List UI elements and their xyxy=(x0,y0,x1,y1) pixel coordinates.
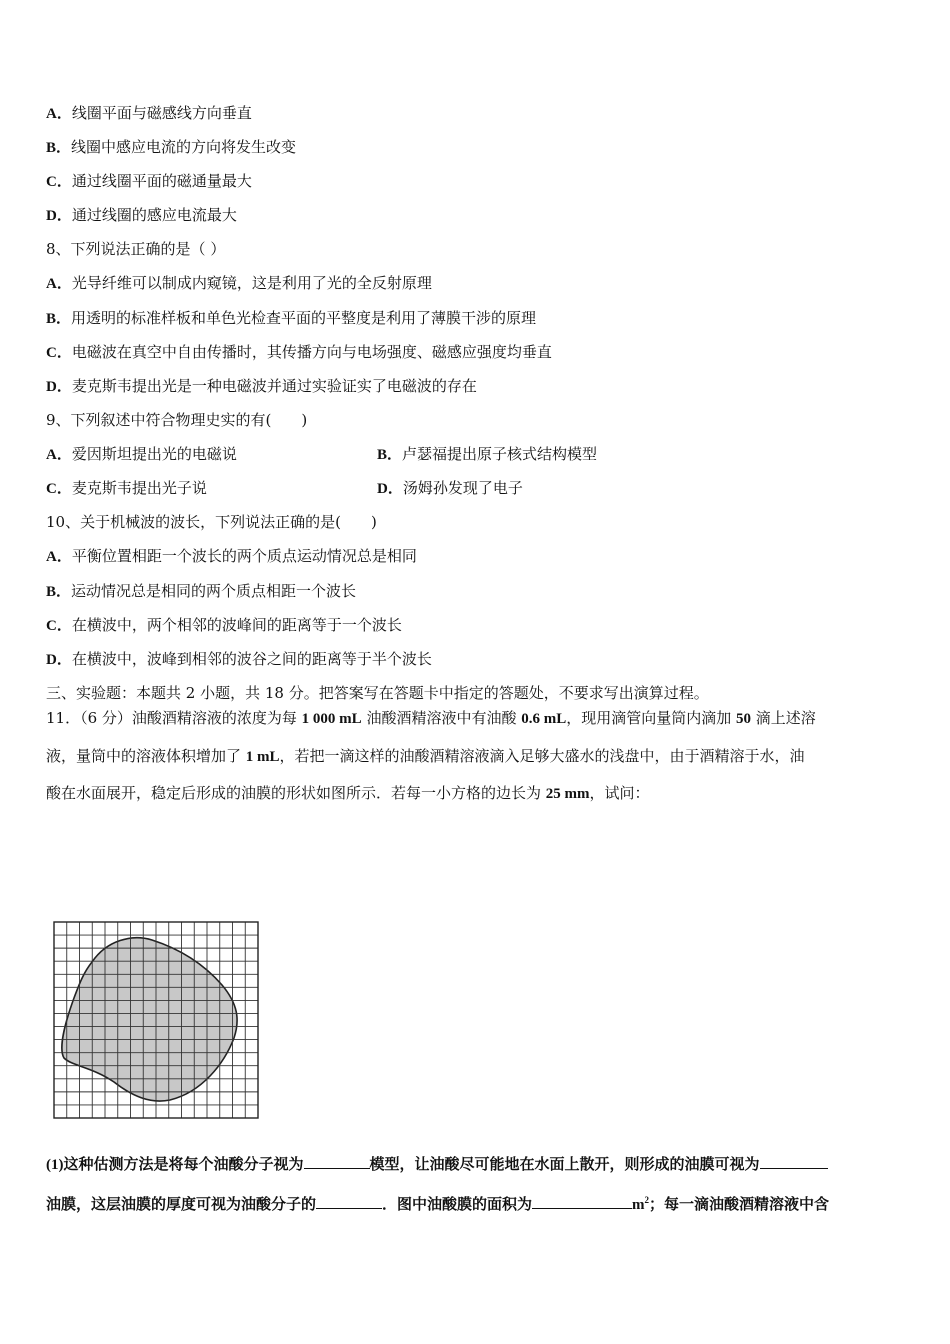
q10-option-a: A．平衡位置相距一个波长的两个质点运动情况总是相同 xyxy=(46,547,417,565)
q9-option-d: D．汤姆孙发现了电子 xyxy=(377,479,523,497)
q7-option-d: D．通过线圈的感应电流最大 xyxy=(46,206,237,224)
q10-option-b: B．运动情况总是相同的两个质点相距一个波长 xyxy=(46,582,357,600)
q11-line-2: 液，量筒中的溶液体积增加了 1 mL，若把一滴这样的油酸酒精溶液滴入足够大盛水的浅盘中，由于酒精溶于水，油 xyxy=(46,747,805,765)
q9-option-a: A．爱因斯坦提出光的电磁说 xyxy=(46,445,237,463)
answer-blank-3[interactable] xyxy=(316,1193,382,1209)
q8-option-c: C．电磁波在真空中自由传播时，其传播方向与电场强度、磁感应强度均垂直 xyxy=(46,343,552,361)
q7-option-a: A．线圈平面与磁感线方向垂直 xyxy=(46,104,252,122)
q11-line-3: 酸在水面展开，稳定后形成的油膜的形状如图所示．若每一小方格的边长为 25 mm，试问： xyxy=(46,784,650,802)
q11-sub1-line-1: (1)这种估测方法是将每个油酸分子视为 模型，让油酸尽可能地在水面上散开，则形成的油膜可视为 xyxy=(46,1153,828,1175)
answer-blank-4[interactable] xyxy=(532,1193,632,1209)
oil-film-grid-figure xyxy=(52,920,260,1120)
oil-film-shape xyxy=(62,938,237,1101)
q10-option-d: D．在横波中，波峰到相邻的波谷之间的距离等于半个波长 xyxy=(46,650,432,668)
q10-stem: 10、关于机械波的波长，下列说法正确的是( ) xyxy=(46,513,377,531)
q9-option-b: B．卢瑟福提出原子核式结构模型 xyxy=(377,445,598,463)
q11-sub1-line-2: 油膜，这层油膜的厚度可视为油酸分子的 ．图中油酸膜的面积为 $m^2$；每一滴油酸酒精溶液中含 xyxy=(46,1195,830,1213)
q9-stem: 9、下列叙述中符合物理史实的有( ) xyxy=(46,411,308,429)
section-3-heading: 三、实验题：本题共 2 小题，共 18 分。把答案写在答题卡中指定的答题处，不要求写出演算过程。 xyxy=(46,684,709,702)
q8-option-b: B．用透明的标准样板和单色光检查平面的平整度是利用了薄膜干涉的原理 xyxy=(46,309,537,327)
q10-option-c: C．在横波中，两个相邻的波峰间的距离等于一个波长 xyxy=(46,616,402,634)
answer-blank-1[interactable] xyxy=(304,1153,370,1169)
q8-stem: 8、下列说法正确的是（ ） xyxy=(46,240,226,258)
answer-blank-2[interactable] xyxy=(760,1153,828,1169)
q7-option-b: B．线圈中感应电流的方向将发生改变 xyxy=(46,138,297,156)
q7-option-c: C．通过线圈平面的磁通量最大 xyxy=(46,172,252,190)
q8-option-a: A．光导纤维可以制成内窥镜，这是利用了光的全反射原理 xyxy=(46,274,432,292)
q8-option-d: D．麦克斯韦提出光是一种电磁波并通过实验证实了电磁波的存在 xyxy=(46,377,477,395)
q9-option-c: C．麦克斯韦提出光子说 xyxy=(46,479,207,497)
q11-line-1: 11．（6 分）油酸酒精溶液的浓度为每 1 000 mL 油酸酒精溶液中有油酸 0.6 mL，现用滴管向量筒内滴加 50 滴上述溶 xyxy=(46,709,816,727)
